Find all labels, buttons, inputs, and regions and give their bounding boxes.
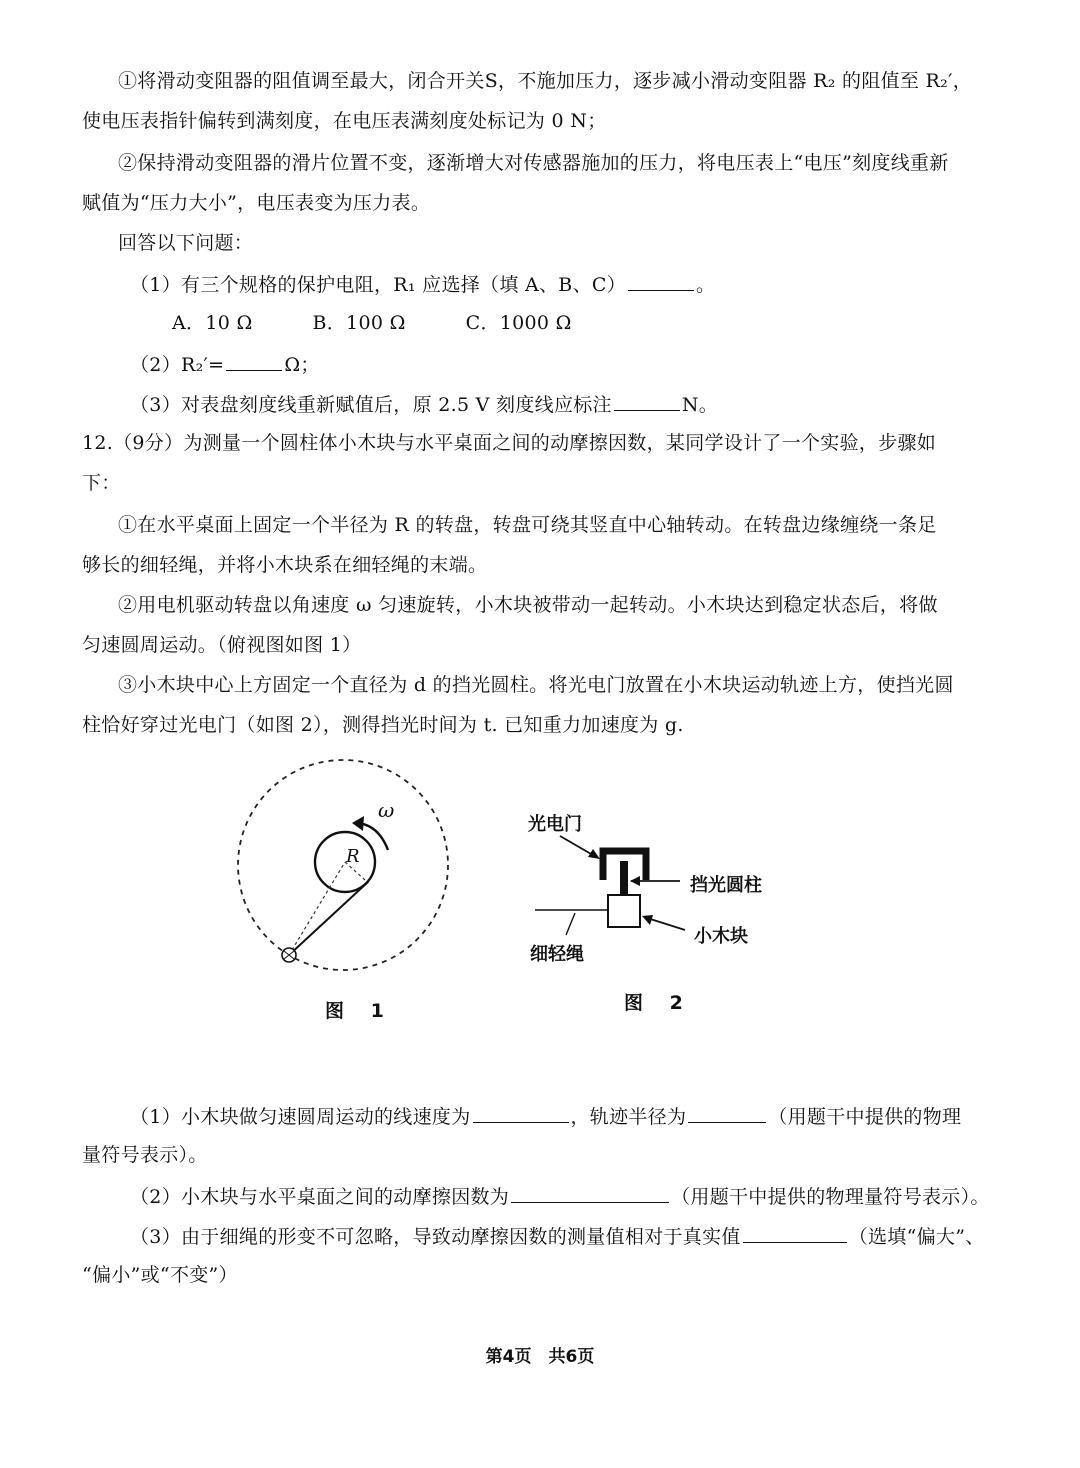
string-pointer bbox=[566, 913, 575, 935]
q12-part2-text-b: （用题干中提供的物理量符号表示）。 bbox=[671, 1186, 990, 1208]
q12-part1-text-a: （1）小木块做匀速圆周运动的线速度为 bbox=[130, 1106, 471, 1128]
answer-prompt: 回答以下问题： bbox=[118, 232, 254, 254]
q12-step2-line1: ②用电机驱动转盘以角速度 ω 匀速旋转，小木块被带动一起转动。小木块达到稳定状态后，将做 bbox=[118, 594, 938, 616]
q12-part3-line1 bbox=[130, 1222, 985, 1250]
step1-line1: ①将滑动变阻器的阻值调至最大，闭合开关S，不施加压力，逐步减小滑动变阻器 R₂ 的阻值至 R₂′， bbox=[118, 70, 972, 92]
wooden-block-square bbox=[608, 895, 640, 927]
figure1-caption: 图 1 bbox=[325, 1000, 394, 1022]
page-footer: 第4页 共6页 bbox=[485, 1347, 595, 1367]
q12-velocity-blank[interactable] bbox=[473, 1102, 569, 1123]
q12-part1-line1 bbox=[130, 1102, 961, 1130]
q12-part1-line2: 量符号表示）。 bbox=[82, 1144, 208, 1166]
q12-step3-line2: 柱恰好穿过光电门（如图 2），测得挡光时间为 t. 已知重力加速度为 g. bbox=[82, 714, 684, 736]
q12-step1-line1: ①在水平桌面上固定一个半径为 R 的转盘，转盘可绕其竖直中心轴转动。在转盘边缘缠绕一条足 bbox=[118, 514, 937, 536]
option-b: B．100 Ω bbox=[312, 312, 406, 334]
q12-radius-blank[interactable] bbox=[688, 1102, 766, 1123]
q12-part2 bbox=[130, 1182, 990, 1210]
q12-step2-line2: 匀速圆周运动。（俯视图如图 1） bbox=[82, 634, 362, 656]
photogate-label: 光电门 bbox=[528, 814, 582, 835]
q12-part2-text-a: （2）小木块与水平桌面之间的动摩擦因数为 bbox=[130, 1186, 510, 1208]
step2-line1: ②保持滑动变阻器的滑片位置不变，逐渐增大对传感器施加的压力，将电压表上“电压”刻度线重新 bbox=[118, 152, 949, 174]
q12-intro-line1: 12.（9分）为测量一个圆柱体小木块与水平桌面之间的动摩擦因数，某同学设计了一个实验，步骤如 bbox=[82, 432, 937, 454]
option-c: C．1000 Ω bbox=[465, 312, 572, 334]
step2-line2: 赋值为“压力大小”，电压表变为压力表。 bbox=[82, 192, 431, 214]
string-label: 细轻绳 bbox=[530, 944, 584, 965]
q12-part3-text-b: （选填“偏大”、 bbox=[848, 1226, 985, 1248]
omega-label: ω bbox=[378, 798, 395, 822]
q12-part3-line2: “偏小”或“不变”） bbox=[82, 1264, 238, 1286]
step1-line2: 使电压表指针偏转到满刻度，在电压表满刻度处标记为 0 N； bbox=[82, 110, 607, 132]
q11-part1-end: 。 bbox=[696, 274, 716, 296]
cylinder-label: 挡光圆柱 bbox=[690, 875, 762, 896]
figure2-caption: 图 2 bbox=[624, 992, 693, 1014]
q11-part2-text: （2）R₂′= bbox=[130, 354, 225, 376]
block-arrowhead-icon bbox=[642, 915, 653, 925]
q11-part2-end: Ω； bbox=[284, 354, 320, 376]
q12-part3-text-a: （3）由于细绳的形变不可忽略，导致动摩擦因数的测量值相对于真实值 bbox=[130, 1226, 741, 1248]
block-label: 小木块 bbox=[694, 926, 748, 947]
q12-part1-text-b: ，轨迹半径为 bbox=[570, 1106, 687, 1128]
option-a: A．10 Ω bbox=[172, 312, 253, 334]
q11-part3-end: N。 bbox=[681, 394, 719, 416]
q11-part3-text: （3）对表盘刻度线重新赋值后，原 2.5 V 刻度线应标注 bbox=[130, 394, 612, 416]
q12-part1-text-c: （用题干中提供的物理 bbox=[768, 1106, 962, 1128]
q11-part1-text: （1）有三个规格的保护电阻，R₁ 应选择（填 A、B、C） bbox=[130, 274, 627, 296]
light-blocking-cylinder bbox=[620, 861, 628, 895]
q12-intro-line2: 下： bbox=[82, 472, 121, 494]
radius-label: R bbox=[346, 846, 360, 867]
q12-step3-line1: ③小木块中心上方固定一个直径为 d 的挡光圆柱。将光电门放置在小木块运动轨迹上方，使挡光圆 bbox=[118, 674, 954, 696]
q12-friction-blank[interactable] bbox=[511, 1182, 669, 1203]
q12-step1-line2: 够长的细轻绳，并将小木块系在细轻绳的末端。 bbox=[82, 554, 488, 576]
cylinder-arrowhead-icon bbox=[630, 876, 640, 886]
q12-measurement-blank[interactable] bbox=[743, 1222, 847, 1243]
